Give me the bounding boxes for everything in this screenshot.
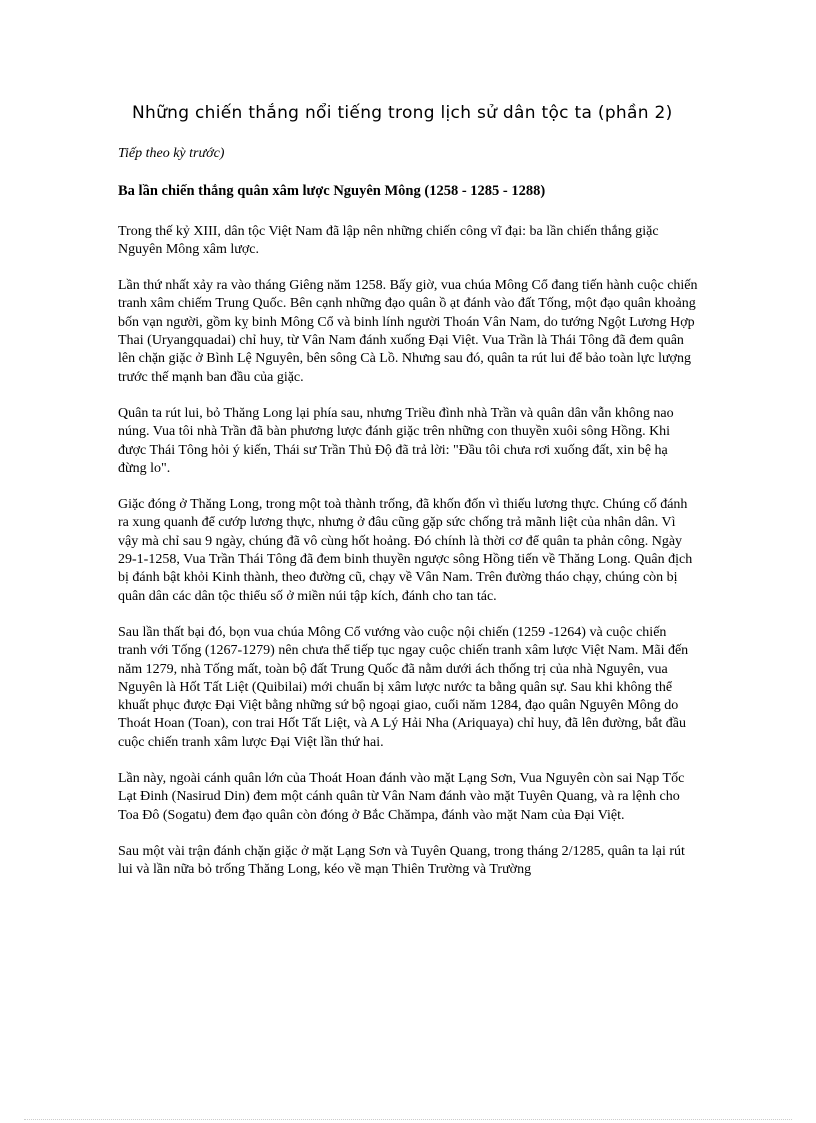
document-subtitle: Tiếp theo kỳ trước) xyxy=(118,146,225,161)
page-bottom-divider xyxy=(24,1119,792,1120)
paragraph: Sau lần thất bại đó, bọn vua chúa Mông Cổ vướng vào cuộc nội chiến (1259 -1264) và cuộc chiến tranh với Tống (1267-1279) nên chưa thể tiếp tục ngay cuộc chiến tranh xâm lược Việt Nam. Mãi đến năm 1279, nhà Tống mất, toàn bộ đất Trung Quốc đã nằm dưới ách thống trị của nhà Nguyên, vua Nguyên là Hốt Tất Liệt (Quibilai) mới chuẩn bị xâm lược nước ta bằng quân sự. Sau khi không thể khuất phục được Đại Việt bằng những sứ bộ ngoại giao, cuối năm 1284, đạo quân Nguyên Mông do Thoát Hoan (Toan), con trai Hốt Tất Liệt, và A Lý Hải Nha (Ariquaya) chỉ huy, đã lên đường, bắt đầu cuộc chiến tranh xâm lược Đại Việt lần thứ hai. xyxy=(118,624,689,750)
paragraph: Quân ta rút lui, bỏ Thăng Long lại phía sau, nhưng Triều đình nhà Trần và quân dân vẫn không nao núng. Vua tôi nhà Trần đã bàn phương lược đánh giặc trên những con thuyền xuôi sông Hồng. Khi được Thái Tông hỏi ý kiến, Thái sư Trần Thủ Độ đã trả lời: "Đầu tôi chưa rơi xuống đất, xin bệ hạ đừng lo". xyxy=(118,405,674,476)
paragraph: Giặc đóng ở Thăng Long, trong một toà thành trống, đã khốn đốn vì thiếu lương thực. Chúng cố đánh ra xung quanh để cướp lương thực, nhưng ở đâu cũng gặp sức chống trả mãnh liệt của nhân dân. Vì vậy mà chỉ sau 9 ngày, chúng đã vô cùng hốt hoảng. Đó chính là thời cơ để quân ta phản công. Ngày 29-1-1258, Vua Trần Thái Tông đã đem binh thuyền ngược sông Hồng tiến về Thăng Long. Quân địch bị đánh bật khỏi Kinh thành, theo đường cũ, chạy về Vân Nam. Trên đường tháo chạy, chúng còn bị quân dân các dân tộc thiểu số ở miền núi tập kích, đánh cho tan tác. xyxy=(118,497,693,604)
document-body xyxy=(118,145,698,898)
section-heading: Ba lần chiến thắng quân xâm lược Nguyên Mông (1258 - 1285 - 1288) xyxy=(118,183,546,200)
paragraph: Trong thế kỷ XIII, dân tộc Việt Nam đã lập nên những chiến công vĩ đại: ba lần chiến thắng giặc Nguyên Mông xâm lược. xyxy=(118,223,659,257)
document-title: Những chiến thắng nổi tiếng trong lịch sử dân tộc ta (phần 2) xyxy=(132,103,673,123)
paragraph: Lần này, ngoài cánh quân lớn của Thoát Hoan đánh vào mặt Lạng Sơn, Vua Nguyên còn sai Nạp Tốc Lạt Đinh (Nasirud Din) đem một cánh quân từ Vân Nam đánh vào mặt Tuyên Quang, và ra lệnh cho Toa Đô (Sogatu) đem đạo quân còn đóng ở Bắc Chămpa, đánh vào mặt Nam của Đại Việt. xyxy=(118,771,685,823)
paragraph: Lần thứ nhất xảy ra vào tháng Giêng năm 1258. Bấy giờ, vua chúa Mông Cổ đang tiến hành cuộc chiến tranh xâm chiếm Trung Quốc. Bên cạnh những đạo quân ồ ạt đánh vào đất Tống, một đạo quân khoảng bốn vạn người, gồm kỵ binh Mông Cổ và binh lính người Thoán Vân Nam, do tướng Ngột Lương Hợp Thai (Uryangquadai) chỉ huy, từ Vân Nam đánh xuống Đại Việt. Vua Trần là Thái Tông đã đem quân lên chặn giặc ở Bình Lệ Nguyên, bên sông Cà Lồ. Nhưng sau đó, quân ta rút lui để bảo toàn lực lượng trước thế mạnh ban đầu của giặc. xyxy=(118,278,698,385)
paragraph: Sau một vài trận đánh chặn giặc ở mặt Lạng Sơn và Tuyên Quang, trong tháng 2/1285, quân ta lại rút lui và lần nữa bỏ trống Thăng Long, kéo về mạn Thiên Trường và Trường xyxy=(118,843,685,878)
